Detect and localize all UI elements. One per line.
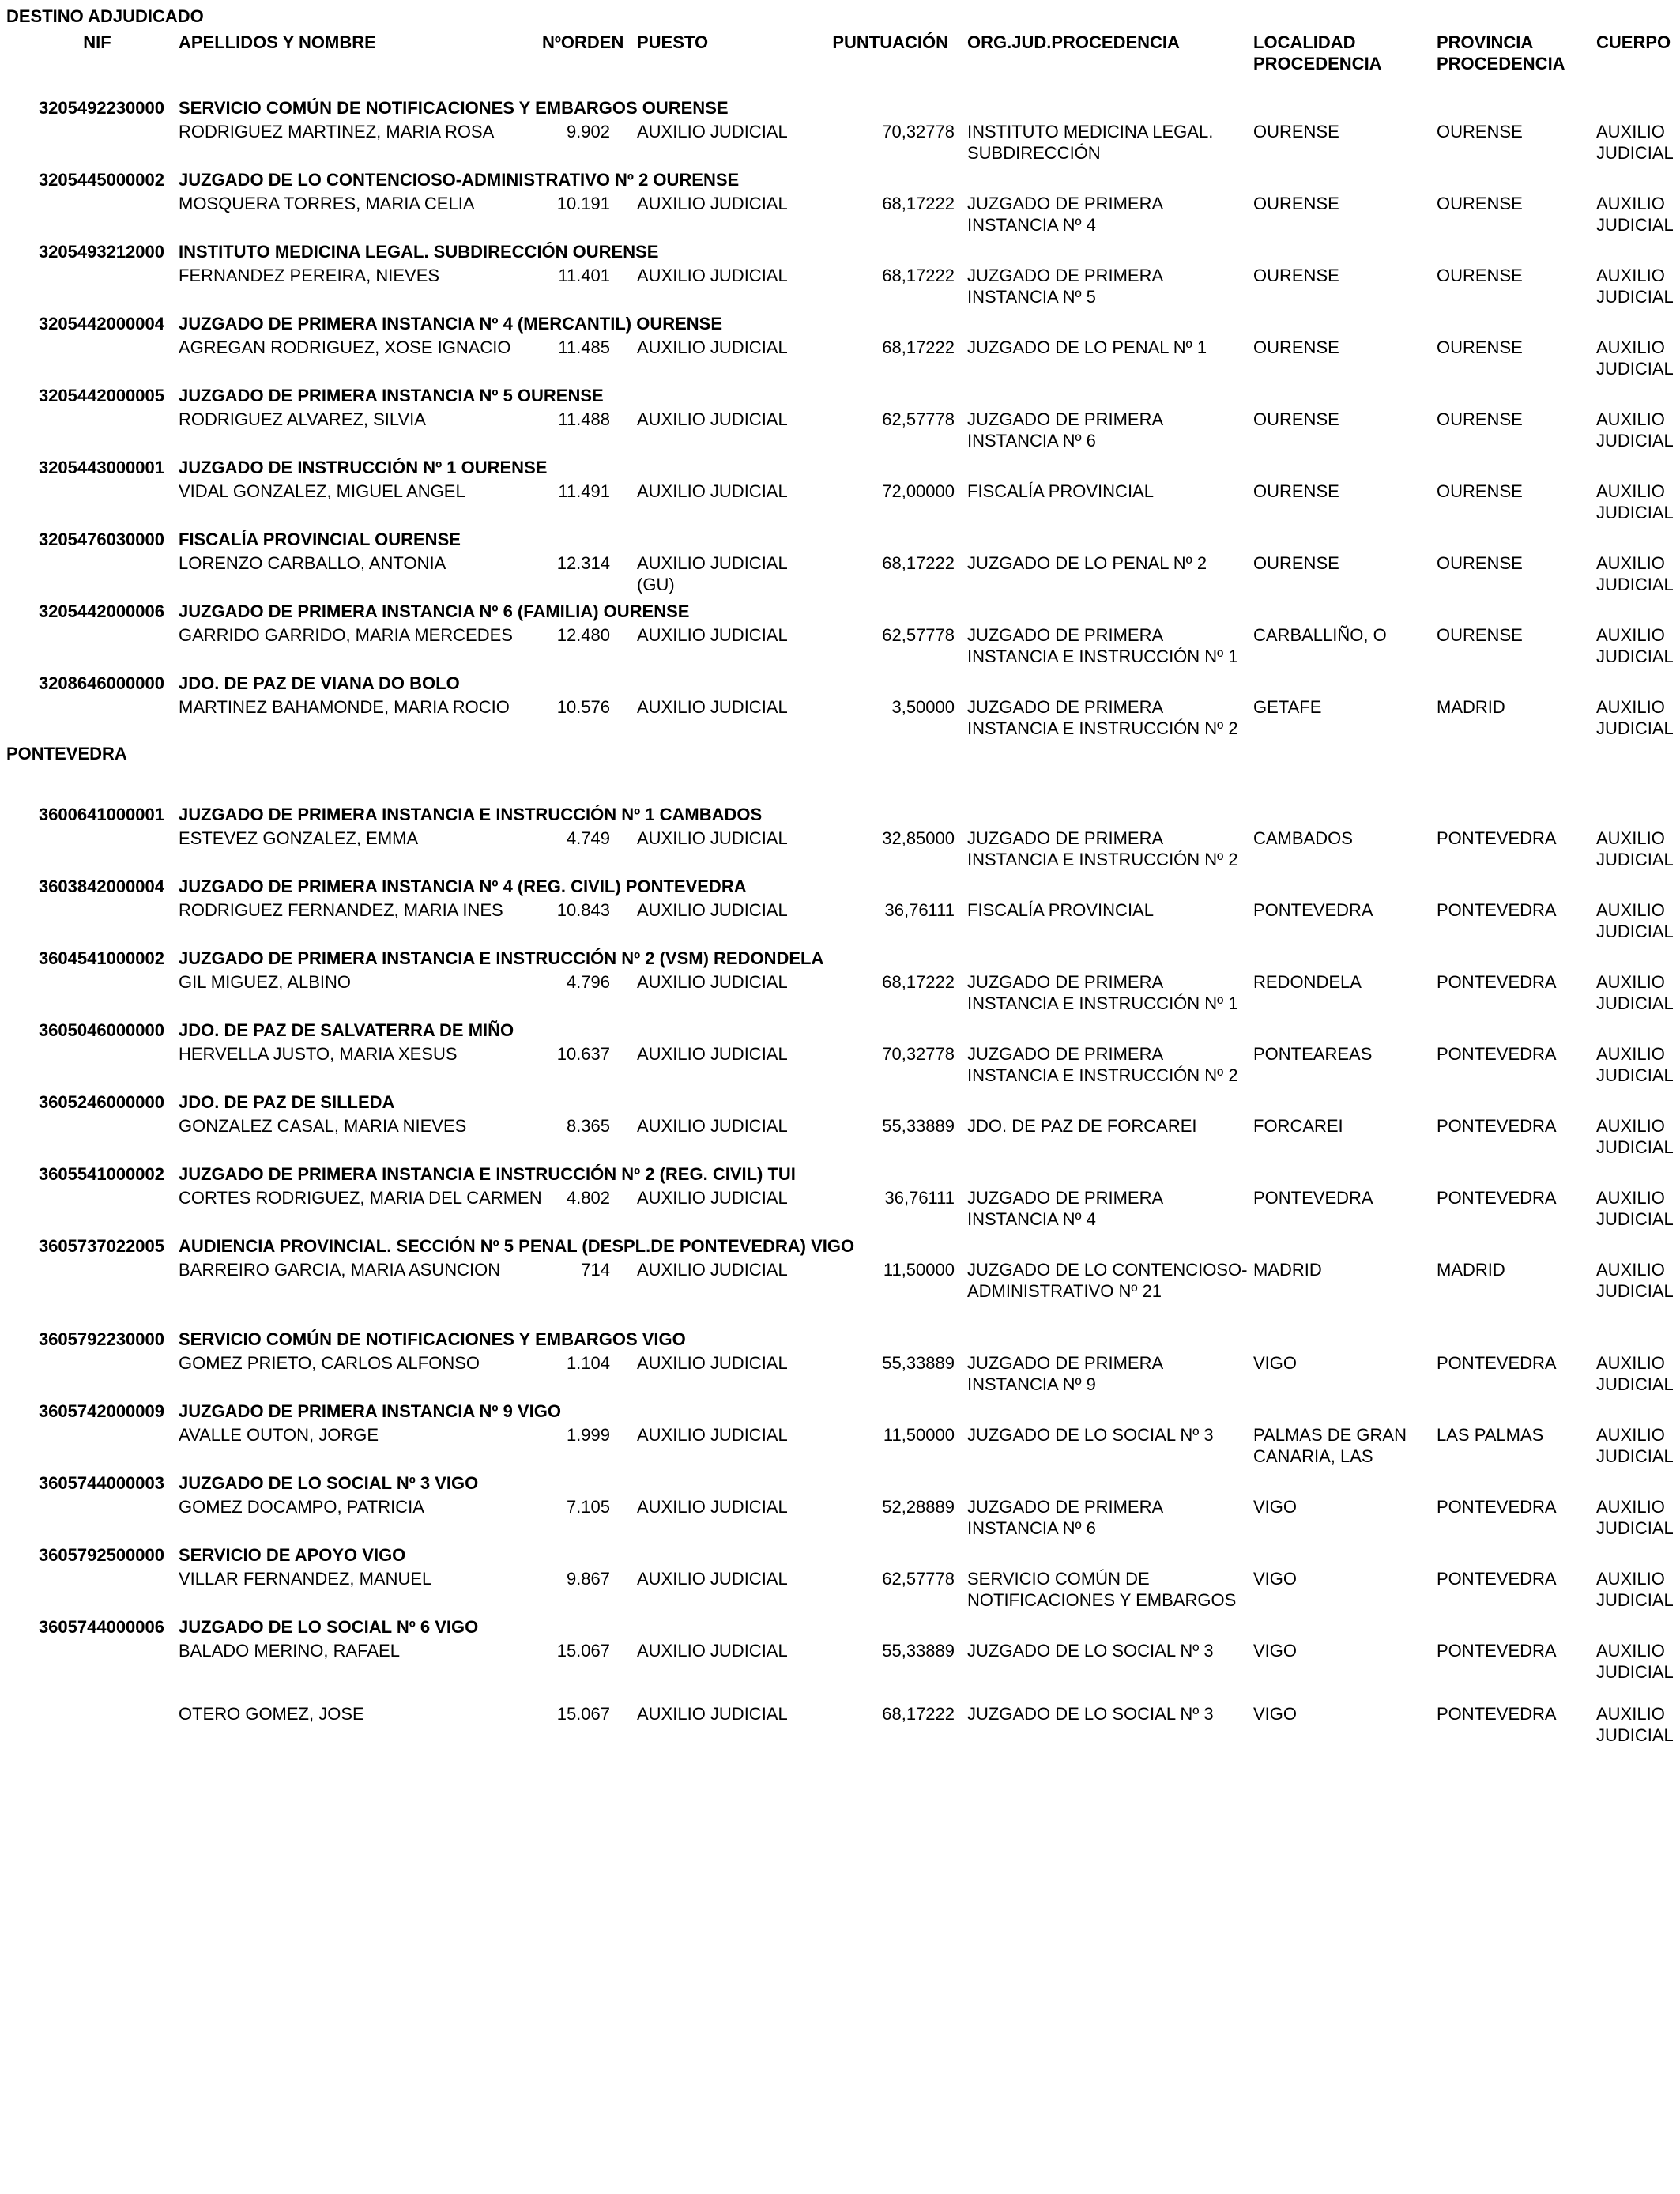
origin-province: OURENSE xyxy=(1437,122,1523,141)
origin-court: JUZGADO DE PRIMERA INSTANCIA Nº 4 xyxy=(967,1188,1162,1229)
destination-row xyxy=(0,670,1680,696)
assignment-list xyxy=(0,95,1680,1749)
person-name: RODRIGUEZ FERNANDEZ, MARIA INES xyxy=(179,900,503,920)
order-number: 8.365 xyxy=(566,1116,610,1136)
origin-locality: PONTEVEDRA xyxy=(1253,1188,1373,1208)
origin-locality: VIGO xyxy=(1253,1641,1298,1661)
column-header-puesto: PUESTO xyxy=(637,32,709,52)
corps: AUXILIO JUDICIAL xyxy=(1596,481,1674,522)
origin-court: FISCALÍA PROVINCIAL xyxy=(967,900,1154,920)
origin-court: INSTITUTO MEDICINA LEGAL. SUBDIRECCIÓN xyxy=(967,122,1214,163)
corps: AUXILIO JUDICIAL xyxy=(1596,1641,1674,1682)
origin-court: SERVICIO COMÚN DE NOTIFICACIONES Y EMBARGOS xyxy=(967,1569,1237,1610)
origin-province: PONTEVEDRA xyxy=(1437,1704,1557,1724)
origin-province: LAS PALMAS xyxy=(1437,1425,1544,1445)
order-number: 11.488 xyxy=(558,409,610,429)
post: AUXILIO JUDICIAL xyxy=(637,625,788,645)
destination-name: JDO. DE PAZ DE VIANA DO BOLO xyxy=(179,673,460,693)
score: 52,28889 xyxy=(882,1497,955,1517)
column-header-orden: NºORDEN xyxy=(542,32,624,52)
destination-code: 3205476030000 xyxy=(38,530,164,549)
post: AUXILIO JUDICIAL xyxy=(637,194,788,213)
score: 68,17222 xyxy=(882,266,955,285)
post: AUXILIO JUDICIAL xyxy=(637,1497,788,1517)
origin-province: PONTEVEDRA xyxy=(1437,1353,1557,1373)
person-name: ESTEVEZ GONZALEZ, EMMA xyxy=(179,828,419,848)
score: 62,57778 xyxy=(882,1569,955,1589)
person-name: GIL MIGUEZ, ALBINO xyxy=(179,972,352,992)
assignment-entry xyxy=(0,801,1680,873)
person-name: OTERO GOMEZ, JOSE xyxy=(179,1704,364,1724)
post: AUXILIO JUDICIAL xyxy=(637,481,788,501)
person-name: HERVELLA JUSTO, MARIA XESUS xyxy=(179,1044,458,1064)
origin-province: OURENSE xyxy=(1437,337,1523,357)
post: AUXILIO JUDICIAL xyxy=(637,1044,788,1064)
assignment-entry xyxy=(0,1161,1680,1233)
order-number: 11.401 xyxy=(558,266,610,285)
corps: AUXILIO JUDICIAL xyxy=(1596,697,1674,738)
origin-locality: VIGO xyxy=(1253,1497,1298,1517)
person-name: AGREGAN RODRIGUEZ, XOSE IGNACIO xyxy=(179,337,511,357)
order-number: 12.480 xyxy=(556,625,610,645)
person-row xyxy=(0,827,1680,873)
destination-name: SERVICIO DE APOYO VIGO xyxy=(179,1545,406,1565)
origin-locality: CAMBADOS xyxy=(1253,828,1353,848)
origin-province: OURENSE xyxy=(1437,625,1523,645)
score: 32,85000 xyxy=(882,828,955,848)
origin-court: JUZGADO DE PRIMERA INSTANCIA E INSTRUCCIÓN Nº 1 xyxy=(967,625,1238,666)
score: 55,33889 xyxy=(882,1116,955,1136)
origin-province: PONTEVEDRA xyxy=(1437,1497,1557,1517)
score: 3,50000 xyxy=(891,697,955,717)
order-number: 15.067 xyxy=(556,1641,610,1661)
score: 11,50000 xyxy=(883,1260,955,1280)
origin-court: JUZGADO DE LO SOCIAL Nº 3 xyxy=(967,1641,1214,1661)
province-title: PONTEVEDRA xyxy=(6,744,127,763)
destination-name: JUZGADO DE LO SOCIAL Nº 3 VIGO xyxy=(179,1473,479,1493)
assignment-entry xyxy=(0,1542,1680,1614)
order-number: 10.843 xyxy=(556,900,610,920)
person-name: GARRIDO GARRIDO, MARIA MERCEDES xyxy=(179,625,513,645)
person-row xyxy=(0,624,1680,670)
person-row xyxy=(0,121,1680,167)
corps: AUXILIO JUDICIAL xyxy=(1596,1116,1674,1157)
person-row xyxy=(0,1496,1680,1542)
order-number: 9.867 xyxy=(566,1569,610,1589)
origin-locality: OURENSE xyxy=(1253,481,1339,501)
assignment-entry xyxy=(0,167,1680,239)
origin-province: OURENSE xyxy=(1437,266,1523,285)
person-name: GOMEZ PRIETO, CARLOS ALFONSO xyxy=(179,1353,480,1373)
destination-row xyxy=(0,598,1680,624)
person-row xyxy=(0,1568,1680,1614)
destination-code: 3205442000006 xyxy=(38,601,164,621)
score: 62,57778 xyxy=(882,625,955,645)
origin-locality: OURENSE xyxy=(1253,553,1339,573)
destination-code: 3205493212000 xyxy=(38,242,164,262)
assignment-entry xyxy=(0,945,1680,1017)
destination-name: JUZGADO DE PRIMERA INSTANCIA Nº 6 (FAMILIA) OURENSE xyxy=(179,601,690,621)
destination-name: JUZGADO DE PRIMERA INSTANCIA Nº 4 (MERCANTIL) OURENSE xyxy=(179,314,723,334)
destination-code: 3205445000002 xyxy=(38,170,164,190)
person-name: RODRIGUEZ MARTINEZ, MARIA ROSA xyxy=(179,122,495,141)
post: AUXILIO JUDICIAL xyxy=(637,900,788,920)
destination-name: JDO. DE PAZ DE SALVATERRA DE MIÑO xyxy=(179,1020,514,1040)
post: AUXILIO JUDICIAL xyxy=(637,409,788,429)
order-number: 10.637 xyxy=(556,1044,610,1064)
corps: AUXILIO JUDICIAL xyxy=(1596,1569,1674,1610)
column-header-name: APELLIDOS Y NOMBRE xyxy=(179,32,376,52)
destination-code: 3205443000001 xyxy=(38,458,164,477)
destination-code: 3605792230000 xyxy=(38,1329,164,1349)
origin-province: MADRID xyxy=(1437,697,1505,717)
assignment-entry xyxy=(0,95,1680,167)
post: AUXILIO JUDICIAL xyxy=(637,1260,788,1280)
corps: AUXILIO JUDICIAL xyxy=(1596,625,1674,666)
order-number: 714 xyxy=(581,1260,610,1280)
score: 68,17222 xyxy=(882,194,955,213)
person-row xyxy=(0,696,1680,742)
destination-code: 3205442000005 xyxy=(38,386,164,405)
person-name: MARTINEZ BAHAMONDE, MARIA ROCIO xyxy=(179,697,510,717)
origin-locality: PALMAS DE GRAN CANARIA, LAS xyxy=(1253,1425,1407,1466)
post: AUXILIO JUDICIAL xyxy=(637,697,788,717)
column-header-nif: NIF xyxy=(83,32,111,52)
origin-court: JUZGADO DE PRIMERA INSTANCIA Nº 6 xyxy=(967,1497,1162,1538)
origin-locality: OURENSE xyxy=(1253,266,1339,285)
post: AUXILIO JUDICIAL xyxy=(637,1704,788,1724)
person-name: LORENZO CARBALLO, ANTONIA xyxy=(179,553,446,573)
destination-code: 3603842000004 xyxy=(38,876,164,896)
corps: AUXILIO JUDICIAL xyxy=(1596,1425,1674,1466)
order-number: 11.491 xyxy=(558,481,610,501)
person-row xyxy=(0,481,1680,526)
order-number: 10.576 xyxy=(556,697,610,717)
score: 62,57778 xyxy=(882,409,955,429)
origin-province: PONTEVEDRA xyxy=(1437,828,1557,848)
order-number: 11.485 xyxy=(558,337,610,357)
destination-code: 3605792500000 xyxy=(38,1545,164,1565)
origin-locality: VIGO xyxy=(1253,1353,1298,1373)
column-header-puntuacion: PUNTUACIÓN xyxy=(832,32,948,52)
corps: AUXILIO JUDICIAL xyxy=(1596,337,1674,379)
destination-name: SERVICIO COMÚN DE NOTIFICACIONES Y EMBARGOS VIGO xyxy=(179,1329,686,1349)
order-number: 10.191 xyxy=(556,194,610,213)
destination-code: 3208646000000 xyxy=(38,673,164,693)
corps: AUXILIO JUDICIAL xyxy=(1596,553,1674,594)
score: 72,00000 xyxy=(882,481,955,501)
origin-locality: FORCAREI xyxy=(1253,1116,1343,1136)
column-header-cuerpo: CUERPO xyxy=(1596,32,1671,52)
corps: AUXILIO JUDICIAL xyxy=(1596,900,1674,941)
origin-province: PONTEVEDRA xyxy=(1437,1569,1557,1589)
assignment-entry xyxy=(0,311,1680,383)
origin-court: JUZGADO DE LO SOCIAL Nº 3 xyxy=(967,1425,1214,1445)
destination-name: INSTITUTO MEDICINA LEGAL. SUBDIRECCIÓN OURENSE xyxy=(179,242,659,262)
person-row xyxy=(0,409,1680,454)
origin-court: JUZGADO DE PRIMERA INSTANCIA E INSTRUCCIÓN Nº 2 xyxy=(967,828,1238,869)
column-header-localidad: LOCALIDAD PROCEDENCIA xyxy=(1253,32,1382,74)
person-row xyxy=(0,1703,1680,1749)
corps: AUXILIO JUDICIAL xyxy=(1596,122,1674,163)
score: 11,50000 xyxy=(883,1425,955,1445)
person-row xyxy=(0,552,1680,598)
order-number: 15.067 xyxy=(556,1704,610,1724)
origin-province: PONTEVEDRA xyxy=(1437,900,1557,920)
assignment-entry xyxy=(0,873,1680,945)
assignment-entry xyxy=(0,526,1680,598)
origin-court: FISCALÍA PROVINCIAL xyxy=(967,481,1154,501)
post: AUXILIO JUDICIAL xyxy=(637,266,788,285)
post: AUXILIO JUDICIAL xyxy=(637,122,788,141)
origin-province: OURENSE xyxy=(1437,409,1523,429)
destination-name: JUZGADO DE PRIMERA INSTANCIA Nº 9 VIGO xyxy=(179,1401,561,1421)
destination-row xyxy=(0,311,1680,337)
assignment-entry xyxy=(0,1233,1680,1326)
destination-row xyxy=(0,1233,1680,1259)
destination-row xyxy=(0,239,1680,265)
origin-locality: OURENSE xyxy=(1253,409,1339,429)
assignment-entry xyxy=(0,239,1680,311)
origin-province: PONTEVEDRA xyxy=(1437,1116,1557,1136)
origin-locality: CARBALLIÑO, O xyxy=(1253,625,1387,645)
destination-name: JUZGADO DE LO CONTENCIOSO-ADMINISTRATIVO Nº 2 OURENSE xyxy=(179,170,740,190)
destination-row xyxy=(0,95,1680,121)
score: 36,76111 xyxy=(884,900,955,920)
score: 55,33889 xyxy=(882,1641,955,1661)
person-name: BALADO MERINO, RAFAEL xyxy=(179,1641,400,1661)
destination-name: JUZGADO DE PRIMERA INSTANCIA Nº 5 OURENSE xyxy=(179,386,604,405)
destination-name: AUDIENCIA PROVINCIAL. SECCIÓN Nº 5 PENAL (DESPL.DE PONTEVEDRA) VIGO xyxy=(179,1236,855,1256)
page-heading: DESTINO ADJUDICADO xyxy=(6,6,204,26)
score: 70,32778 xyxy=(882,122,955,141)
column-header-provincia: PROVINCIA PROCEDENCIA xyxy=(1437,32,1565,74)
assignment-entry xyxy=(0,1398,1680,1470)
corps: AUXILIO JUDICIAL xyxy=(1596,1260,1674,1301)
person-name: FERNANDEZ PEREIRA, NIEVES xyxy=(179,266,440,285)
origin-locality: VIGO xyxy=(1253,1704,1298,1724)
person-name: VILLAR FERNANDEZ, MANUEL xyxy=(179,1569,432,1589)
score: 70,32778 xyxy=(882,1044,955,1064)
destination-row xyxy=(0,383,1680,409)
destination-row xyxy=(0,526,1680,552)
origin-province: PONTEVEDRA xyxy=(1437,1044,1557,1064)
destination-row xyxy=(0,167,1680,193)
destination-row xyxy=(0,1470,1680,1496)
destination-row xyxy=(0,1089,1680,1115)
order-number: 4.749 xyxy=(566,828,610,848)
person-row xyxy=(0,899,1680,945)
post: AUXILIO JUDICIAL xyxy=(637,972,788,992)
corps: AUXILIO JUDICIAL xyxy=(1596,1353,1674,1394)
order-number: 4.802 xyxy=(566,1188,610,1208)
destination-row xyxy=(0,801,1680,827)
destination-row xyxy=(0,1614,1680,1640)
destination-name: JUZGADO DE INSTRUCCIÓN Nº 1 OURENSE xyxy=(179,458,548,477)
person-row xyxy=(0,1187,1680,1233)
origin-province: MADRID xyxy=(1437,1260,1505,1280)
person-row xyxy=(0,971,1680,1017)
destination-name: JUZGADO DE PRIMERA INSTANCIA E INSTRUCCIÓN Nº 1 CAMBADOS xyxy=(179,805,763,824)
corps: AUXILIO JUDICIAL xyxy=(1596,972,1674,1013)
origin-court: JUZGADO DE PRIMERA INSTANCIA Nº 6 xyxy=(967,409,1162,450)
destination-code: 3605246000000 xyxy=(38,1092,164,1112)
post: AUXILIO JUDICIAL xyxy=(637,1641,788,1661)
order-number: 7.105 xyxy=(566,1497,610,1517)
destination-row xyxy=(0,1161,1680,1187)
assignment-entry xyxy=(0,598,1680,670)
corps: AUXILIO JUDICIAL xyxy=(1596,266,1674,307)
order-number: 1.104 xyxy=(566,1353,610,1373)
person-name: VIDAL GONZALEZ, MIGUEL ANGEL xyxy=(179,481,465,501)
origin-locality: OURENSE xyxy=(1253,194,1339,213)
person-name: GONZALEZ CASAL, MARIA NIEVES xyxy=(179,1116,467,1136)
assignment-entry xyxy=(0,1017,1680,1089)
corps: AUXILIO JUDICIAL xyxy=(1596,1704,1674,1745)
origin-court: JUZGADO DE LO PENAL Nº 1 xyxy=(967,337,1207,357)
person-name: BARREIRO GARCIA, MARIA ASUNCION xyxy=(179,1260,501,1280)
order-number: 12.314 xyxy=(556,553,610,573)
origin-locality: GETAFE xyxy=(1253,697,1322,717)
corps: AUXILIO JUDICIAL xyxy=(1596,409,1674,450)
corps: AUXILIO JUDICIAL xyxy=(1596,1044,1674,1085)
assignment-entry xyxy=(0,383,1680,454)
origin-province: OURENSE xyxy=(1437,481,1523,501)
person-row xyxy=(0,1352,1680,1398)
origin-court: JUZGADO DE LO CONTENCIOSO-ADMINISTRATIVO Nº 21 xyxy=(967,1260,1248,1301)
order-number: 9.902 xyxy=(566,122,610,141)
corps: AUXILIO JUDICIAL xyxy=(1596,828,1674,869)
origin-province: PONTEVEDRA xyxy=(1437,1641,1557,1661)
destination-code: 3605744000003 xyxy=(38,1473,164,1493)
destination-row xyxy=(0,454,1680,481)
origin-locality: OURENSE xyxy=(1253,122,1339,141)
origin-province: OURENSE xyxy=(1437,194,1523,213)
origin-court: JUZGADO DE LO PENAL Nº 2 xyxy=(967,553,1207,573)
corps: AUXILIO JUDICIAL xyxy=(1596,1188,1674,1229)
assignment-entry xyxy=(0,1614,1680,1749)
score: 68,17222 xyxy=(882,972,955,992)
destination-name: JUZGADO DE PRIMERA INSTANCIA E INSTRUCCIÓN Nº 2 (REG. CIVIL) TUI xyxy=(179,1164,796,1184)
origin-court: JUZGADO DE PRIMERA INSTANCIA Nº 9 xyxy=(967,1353,1162,1394)
score: 68,17222 xyxy=(882,1704,955,1724)
person-row xyxy=(0,1424,1680,1470)
destination-name: JUZGADO DE PRIMERA INSTANCIA E INSTRUCCIÓN Nº 2 (VSM) REDONDELA xyxy=(179,948,824,968)
origin-court: JUZGADO DE PRIMERA INSTANCIA E INSTRUCCIÓN Nº 2 xyxy=(967,1044,1238,1085)
assignment-entry xyxy=(0,670,1680,742)
order-number: 1.999 xyxy=(566,1425,610,1445)
person-row xyxy=(0,1259,1680,1326)
origin-court: JDO. DE PAZ DE FORCAREI xyxy=(967,1116,1197,1136)
assignment-entry xyxy=(0,1089,1680,1161)
destination-code: 3600641000001 xyxy=(38,805,164,824)
person-name: CORTES RODRIGUEZ, MARIA DEL CARMEN xyxy=(179,1188,542,1208)
assignment-entry xyxy=(0,1470,1680,1542)
column-header-org: ORG.JUD.PROCEDENCIA xyxy=(967,32,1180,52)
destination-code: 3604541000002 xyxy=(38,948,164,968)
assignment-entry xyxy=(0,1326,1680,1398)
origin-locality: VIGO xyxy=(1253,1569,1298,1589)
destination-code: 3605541000002 xyxy=(38,1164,164,1184)
destination-name: JDO. DE PAZ DE SILLEDA xyxy=(179,1092,395,1112)
destination-row xyxy=(0,945,1680,971)
post: AUXILIO JUDICIAL xyxy=(637,828,788,848)
destination-name: JUZGADO DE LO SOCIAL Nº 6 VIGO xyxy=(179,1617,479,1637)
origin-locality: OURENSE xyxy=(1253,337,1339,357)
destination-code: 3605046000000 xyxy=(38,1020,164,1040)
score: 36,76111 xyxy=(884,1188,955,1208)
post: AUXILIO JUDICIAL xyxy=(637,1353,788,1373)
person-name: GOMEZ DOCAMPO, PATRICIA xyxy=(179,1497,424,1517)
corps: AUXILIO JUDICIAL xyxy=(1596,194,1674,235)
person-name: RODRIGUEZ ALVAREZ, SILVIA xyxy=(179,409,426,429)
person-name: AVALLE OUTON, JORGE xyxy=(179,1425,379,1445)
origin-locality: REDONDELA xyxy=(1253,972,1362,992)
post: AUXILIO JUDICIAL (GU) xyxy=(637,553,787,594)
destination-code: 3605737022005 xyxy=(38,1236,164,1256)
person-name: MOSQUERA TORRES, MARIA CELIA xyxy=(179,194,475,213)
origin-court: JUZGADO DE LO SOCIAL Nº 3 xyxy=(967,1704,1214,1724)
person-row xyxy=(0,265,1680,311)
origin-locality: PONTEVEDRA xyxy=(1253,900,1373,920)
destination-row xyxy=(0,1017,1680,1043)
origin-province: OURENSE xyxy=(1437,553,1523,573)
destination-name: SERVICIO COMÚN DE NOTIFICACIONES Y EMBARGOS OURENSE xyxy=(179,98,729,118)
destination-code: 3205442000004 xyxy=(38,314,164,334)
post: AUXILIO JUDICIAL xyxy=(637,1188,788,1208)
origin-court: JUZGADO DE PRIMERA INSTANCIA E INSTRUCCIÓN Nº 1 xyxy=(967,972,1238,1013)
destination-name: FISCALÍA PROVINCIAL OURENSE xyxy=(179,530,461,549)
person-row xyxy=(0,193,1680,239)
assignment-entry xyxy=(0,454,1680,526)
person-row xyxy=(0,1043,1680,1089)
origin-locality: MADRID xyxy=(1253,1260,1322,1280)
province-section xyxy=(0,742,1680,1749)
person-row xyxy=(0,337,1680,383)
section-spacer xyxy=(0,766,1680,801)
score: 68,17222 xyxy=(882,553,955,573)
score: 55,33889 xyxy=(882,1353,955,1373)
destination-name: JUZGADO DE PRIMERA INSTANCIA Nº 4 (REG. CIVIL) PONTEVEDRA xyxy=(179,876,747,896)
destination-row xyxy=(0,873,1680,899)
origin-province: PONTEVEDRA xyxy=(1437,1188,1557,1208)
destination-code: 3605742000009 xyxy=(38,1401,164,1421)
destination-row xyxy=(0,1398,1680,1424)
post: AUXILIO JUDICIAL xyxy=(637,1425,788,1445)
person-row xyxy=(0,1640,1680,1686)
origin-court: JUZGADO DE PRIMERA INSTANCIA E INSTRUCCIÓN Nº 2 xyxy=(967,697,1238,738)
corps: AUXILIO JUDICIAL xyxy=(1596,1497,1674,1538)
destination-code: 3605744000006 xyxy=(38,1617,164,1637)
origin-locality: PONTEAREAS xyxy=(1253,1044,1373,1064)
score: 68,17222 xyxy=(882,337,955,357)
order-number: 4.796 xyxy=(566,972,610,992)
province-section xyxy=(0,95,1680,742)
origin-court: JUZGADO DE PRIMERA INSTANCIA Nº 5 xyxy=(967,266,1162,307)
post: AUXILIO JUDICIAL xyxy=(637,1116,788,1136)
origin-province: PONTEVEDRA xyxy=(1437,972,1557,992)
origin-court: JUZGADO DE PRIMERA INSTANCIA Nº 4 xyxy=(967,194,1162,235)
post: AUXILIO JUDICIAL xyxy=(637,1569,788,1589)
post: AUXILIO JUDICIAL xyxy=(637,337,788,357)
destination-code: 3205492230000 xyxy=(38,98,164,118)
person-row xyxy=(0,1115,1680,1161)
destination-row xyxy=(0,1326,1680,1352)
destination-row xyxy=(0,1542,1680,1568)
